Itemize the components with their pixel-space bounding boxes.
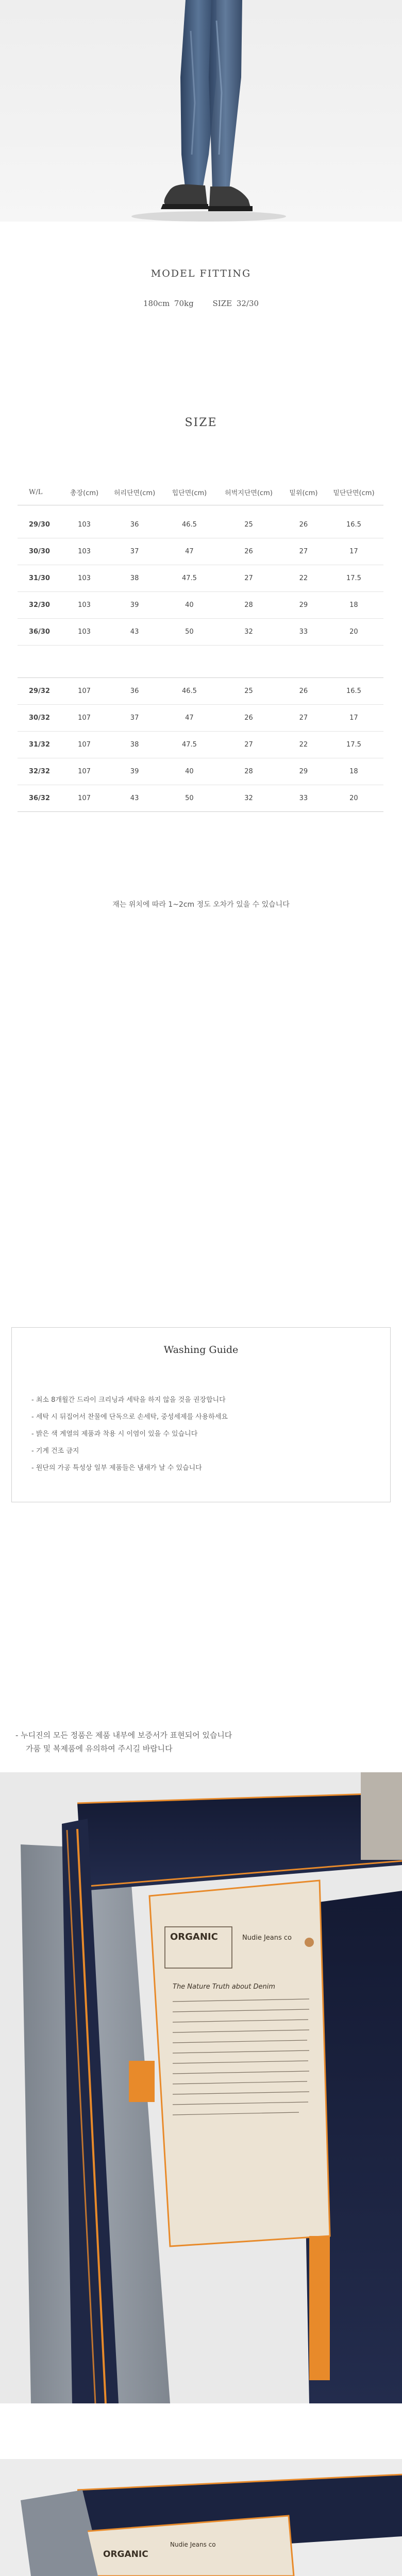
table-cell: 107 <box>64 785 105 812</box>
table-cell: 32 <box>214 619 283 646</box>
table-cell: 29 <box>283 592 324 619</box>
product-photo-pocket <box>0 1772 402 2403</box>
table-cell: 46.5 <box>164 678 215 705</box>
table-cell: 43 <box>105 619 164 646</box>
table-row <box>18 785 383 812</box>
table-cell: 22 <box>283 732 324 758</box>
table-cell: 103 <box>64 592 105 619</box>
table-cell: 50 <box>164 785 215 812</box>
jeans-pocket-illustration <box>0 1772 402 2403</box>
list-item: - 밝은 색 계열의 제품과 착용 시 이염이 있을 수 있습니다 <box>31 1430 198 1438</box>
table-cell: 40 <box>164 758 215 785</box>
table-cell: 29 <box>283 758 324 785</box>
table-cell: 20 <box>324 785 383 812</box>
table-cell: 30/32 <box>18 705 64 732</box>
table-cell: 38 <box>105 565 164 592</box>
table-cell: 39 <box>105 758 164 785</box>
size-title: SIZE <box>185 416 217 429</box>
table-cell: 17 <box>324 705 383 732</box>
table-cell: 30/30 <box>18 538 64 565</box>
table-cell: 25 <box>214 512 283 538</box>
table-cell: 36/30 <box>18 619 64 646</box>
model-fitting-info <box>0 299 402 308</box>
table-cell: 103 <box>64 512 105 538</box>
pocket-heading: The Nature Truth about Denim <box>173 1983 275 1991</box>
notice-line-2: 가품 및 복제품에 유의하여 주시길 바랍니다 <box>26 1744 173 1753</box>
column-header: 밑단단면(cm) <box>324 479 383 505</box>
table-cell: 18 <box>324 592 383 619</box>
table-cell: 28 <box>214 758 283 785</box>
pocket-brand-label: Nudie Jeans co <box>242 1934 292 1942</box>
table-cell: 36 <box>105 678 164 705</box>
table-cell: 20 <box>324 619 383 646</box>
table-cell: 25 <box>214 678 283 705</box>
table-cell: 32/30 <box>18 592 64 619</box>
table-row <box>18 758 383 785</box>
table-cell: 33 <box>283 785 324 812</box>
list-item: - 원단의 가공 특성상 일부 제품들은 냄새가 날 수 있습니다 <box>31 1464 202 1472</box>
table-cell: 107 <box>64 732 105 758</box>
table-row <box>18 732 383 758</box>
table-row <box>18 619 383 646</box>
table-cell: 43 <box>105 785 164 812</box>
column-header: W/L <box>18 479 64 505</box>
column-header: 밑위(cm) <box>283 479 324 505</box>
pocket-organic-label-2: ORGANIC <box>103 2549 148 2560</box>
table-cell: 26 <box>283 678 324 705</box>
table-cell: 37 <box>105 705 164 732</box>
table-row <box>18 538 383 565</box>
pocket-brand-label-2: Nudie Jeans co <box>170 2541 216 2548</box>
table-cell: 47.5 <box>164 565 215 592</box>
table-cell: 27 <box>283 705 324 732</box>
column-header: 총장(cm) <box>64 479 105 505</box>
washing-guide-title: Washing Guide <box>163 1344 239 1355</box>
model-height-weight: 180cm 70kg <box>143 299 194 308</box>
table-cell: 27 <box>283 538 324 565</box>
table-cell: 40 <box>164 592 215 619</box>
table-cell: 47 <box>164 705 215 732</box>
column-header: 힙단면(cm) <box>164 479 215 505</box>
list-item: - 기계 건조 금지 <box>31 1447 79 1455</box>
model-size: SIZE 32/30 <box>212 299 259 308</box>
table-cell: 26 <box>283 512 324 538</box>
table-cell: 39 <box>105 592 164 619</box>
table-cell: 107 <box>64 705 105 732</box>
table-row <box>18 678 383 705</box>
column-header: 허리단면(cm) <box>105 479 164 505</box>
table-cell: 103 <box>64 619 105 646</box>
table-cell: 31/32 <box>18 732 64 758</box>
list-item: - 세탁 시 뒤집어서 찬물에 단독으로 손세탁, 중성세제를 사용하세요 <box>31 1413 228 1421</box>
size-table-header <box>18 479 383 505</box>
table-cell: 17 <box>324 538 383 565</box>
table-cell: 29/30 <box>18 512 64 538</box>
size-measure-note: 재는 위치에 따라 1~2cm 정도 오차가 있을 수 있습니다 <box>112 901 290 909</box>
model-photo <box>0 0 402 222</box>
list-item: - 최소 8개월간 드라이 크리닝과 세탁을 하지 않을 것을 권장합니다 <box>31 1396 226 1404</box>
table-cell: 36/32 <box>18 785 64 812</box>
product-photo-pocket-2 <box>0 2459 402 2576</box>
table-cell: 17.5 <box>324 732 383 758</box>
model-fitting-title: MODEL FITTING <box>150 268 252 279</box>
table-row <box>18 512 383 538</box>
table-cell: 32/32 <box>18 758 64 785</box>
table-cell: 26 <box>214 538 283 565</box>
authenticity-notice <box>15 1728 387 1755</box>
table-cell: 33 <box>283 619 324 646</box>
pocket-organic-label: ORGANIC <box>170 1931 218 1942</box>
table-cell: 107 <box>64 678 105 705</box>
size-table <box>18 479 383 812</box>
table-cell: 27 <box>214 732 283 758</box>
table-cell: 16.5 <box>324 678 383 705</box>
column-header: 허벅지단면(cm) <box>214 479 283 505</box>
table-cell: 31/30 <box>18 565 64 592</box>
table-cell: 103 <box>64 565 105 592</box>
notice-line-1: - 누디진의 모든 정품은 제품 내부에 보증서가 표현되어 있습니다 <box>15 1731 232 1740</box>
table-cell: 36 <box>105 512 164 538</box>
table-cell: 16.5 <box>324 512 383 538</box>
table-cell: 27 <box>214 565 283 592</box>
table-row <box>18 505 383 512</box>
table-cell: 38 <box>105 732 164 758</box>
table-cell: 22 <box>283 565 324 592</box>
table-cell: 37 <box>105 538 164 565</box>
table-group-divider <box>18 646 383 678</box>
table-cell: 26 <box>214 705 283 732</box>
table-cell: 47 <box>164 538 215 565</box>
table-row <box>18 592 383 619</box>
table-cell: 32 <box>214 785 283 812</box>
table-cell: 107 <box>64 758 105 785</box>
table-cell: 47.5 <box>164 732 215 758</box>
table-cell: 29/32 <box>18 678 64 705</box>
table-cell: 46.5 <box>164 512 215 538</box>
jeans-pocket-illustration-2 <box>0 2459 402 2576</box>
washing-guide-box <box>11 1327 391 1502</box>
table-cell: 103 <box>64 538 105 565</box>
table-cell: 17.5 <box>324 565 383 592</box>
table-cell: 50 <box>164 619 215 646</box>
table-row <box>18 705 383 732</box>
table-cell: 28 <box>214 592 283 619</box>
table-row <box>18 565 383 592</box>
table-cell: 18 <box>324 758 383 785</box>
washing-guide-list <box>31 1392 228 1477</box>
model-legs-illustration <box>0 0 402 222</box>
